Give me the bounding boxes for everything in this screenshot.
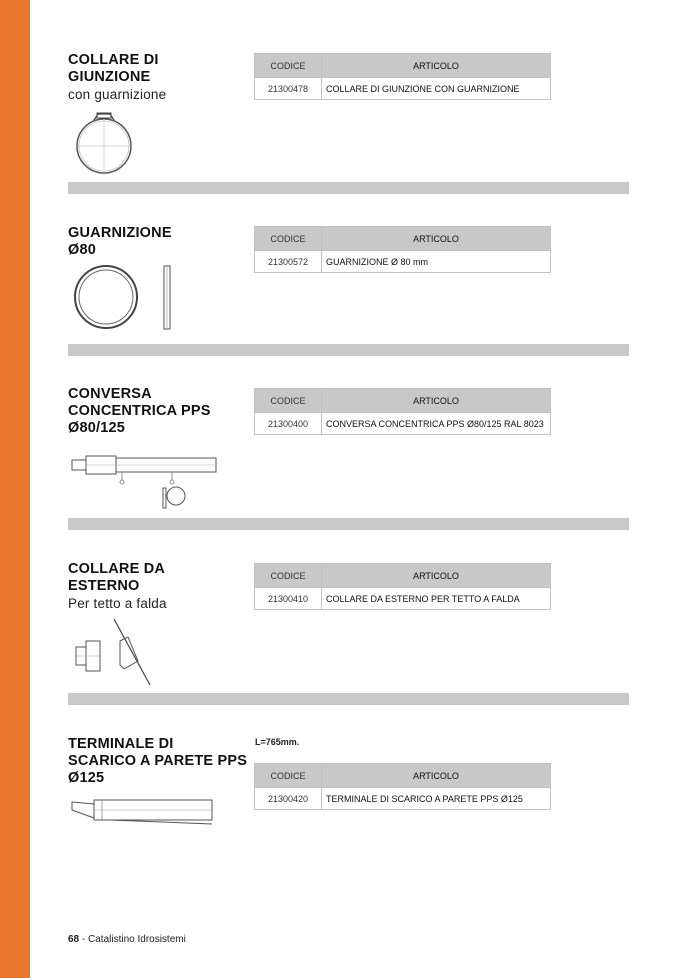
section-title — [68, 386, 248, 437]
header-codice: CODICE — [255, 54, 322, 78]
roof-collar-drawing — [72, 617, 162, 687]
table-row — [255, 588, 551, 610]
cell-codice: 21300478 — [255, 78, 322, 100]
cell-articolo: COLLARE DI GIUNZIONE CON GUARNIZIONE — [322, 78, 551, 100]
header-codice: CODICE — [255, 389, 322, 413]
cell-articolo: CONVERSA CONCENTRICA PPS Ø80/125 RAL 8023 — [322, 413, 551, 435]
clamp-drawing — [74, 112, 136, 176]
section-subtitle: Per tetto a falda — [68, 596, 167, 611]
cell-codice: 21300410 — [255, 588, 322, 610]
header-codice: CODICE — [255, 564, 322, 588]
title-line: Ø80 — [68, 242, 97, 258]
cell-articolo: TERMINALE DI SCARICO A PARETE PPS Ø125 — [322, 788, 551, 810]
table-row — [255, 251, 551, 273]
table-row — [255, 788, 551, 810]
product-table — [254, 53, 551, 100]
section-title — [68, 561, 248, 612]
section-divider — [68, 518, 629, 530]
header-articolo: ARTICOLO — [322, 389, 551, 413]
title-line: GUARNIZIONE — [68, 225, 172, 241]
title-line: GIUNZIONE — [68, 69, 151, 85]
title-line: Ø80/125 — [68, 420, 126, 436]
title-line: Ø125 — [68, 770, 105, 786]
title-line: CONVERSA — [68, 386, 152, 402]
section-title — [68, 225, 248, 259]
title-line: TERMINALE DI — [68, 736, 174, 752]
header-articolo: ARTICOLO — [322, 764, 551, 788]
section-title — [68, 736, 248, 787]
section-divider — [68, 693, 629, 705]
section-title — [68, 52, 248, 103]
product-table — [254, 388, 551, 435]
header-codice: CODICE — [255, 227, 322, 251]
title-line: ESTERNO — [68, 578, 140, 594]
section-subtitle: con guarnizione — [68, 87, 167, 102]
title-line: CONCENTRICA PPS — [68, 403, 211, 419]
footer-separator: - — [79, 934, 89, 945]
cell-codice: 21300572 — [255, 251, 322, 273]
cell-articolo: GUARNIZIONE Ø 80 mm — [322, 251, 551, 273]
terminal-drawing — [70, 796, 218, 830]
table-row — [255, 78, 551, 100]
product-table — [254, 763, 551, 810]
table-row — [255, 413, 551, 435]
section-divider — [68, 182, 629, 194]
header-articolo: ARTICOLO — [322, 564, 551, 588]
gasket-drawing — [72, 265, 182, 331]
length-note: L=765mm. — [255, 737, 300, 747]
catalog-name: Catalistino Idrosistemi — [88, 934, 186, 945]
page-number: 68 — [68, 934, 80, 945]
section-divider — [68, 344, 629, 356]
title-line: COLLARE DA — [68, 561, 166, 577]
orange-side-bar — [0, 0, 30, 978]
conversa-drawing — [70, 452, 220, 512]
cell-codice: 21300400 — [255, 413, 322, 435]
header-codice: CODICE — [255, 764, 322, 788]
header-articolo: ARTICOLO — [322, 227, 551, 251]
title-line: COLLARE DI — [68, 52, 159, 68]
product-table — [254, 563, 551, 610]
product-table — [254, 226, 551, 273]
cell-articolo: COLLARE DA ESTERNO PER TETTO A FALDA — [322, 588, 551, 610]
cell-codice: 21300420 — [255, 788, 322, 810]
title-line: SCARICO A PARETE PPS — [68, 753, 248, 769]
header-articolo: ARTICOLO — [322, 54, 551, 78]
page-footer — [68, 934, 186, 945]
